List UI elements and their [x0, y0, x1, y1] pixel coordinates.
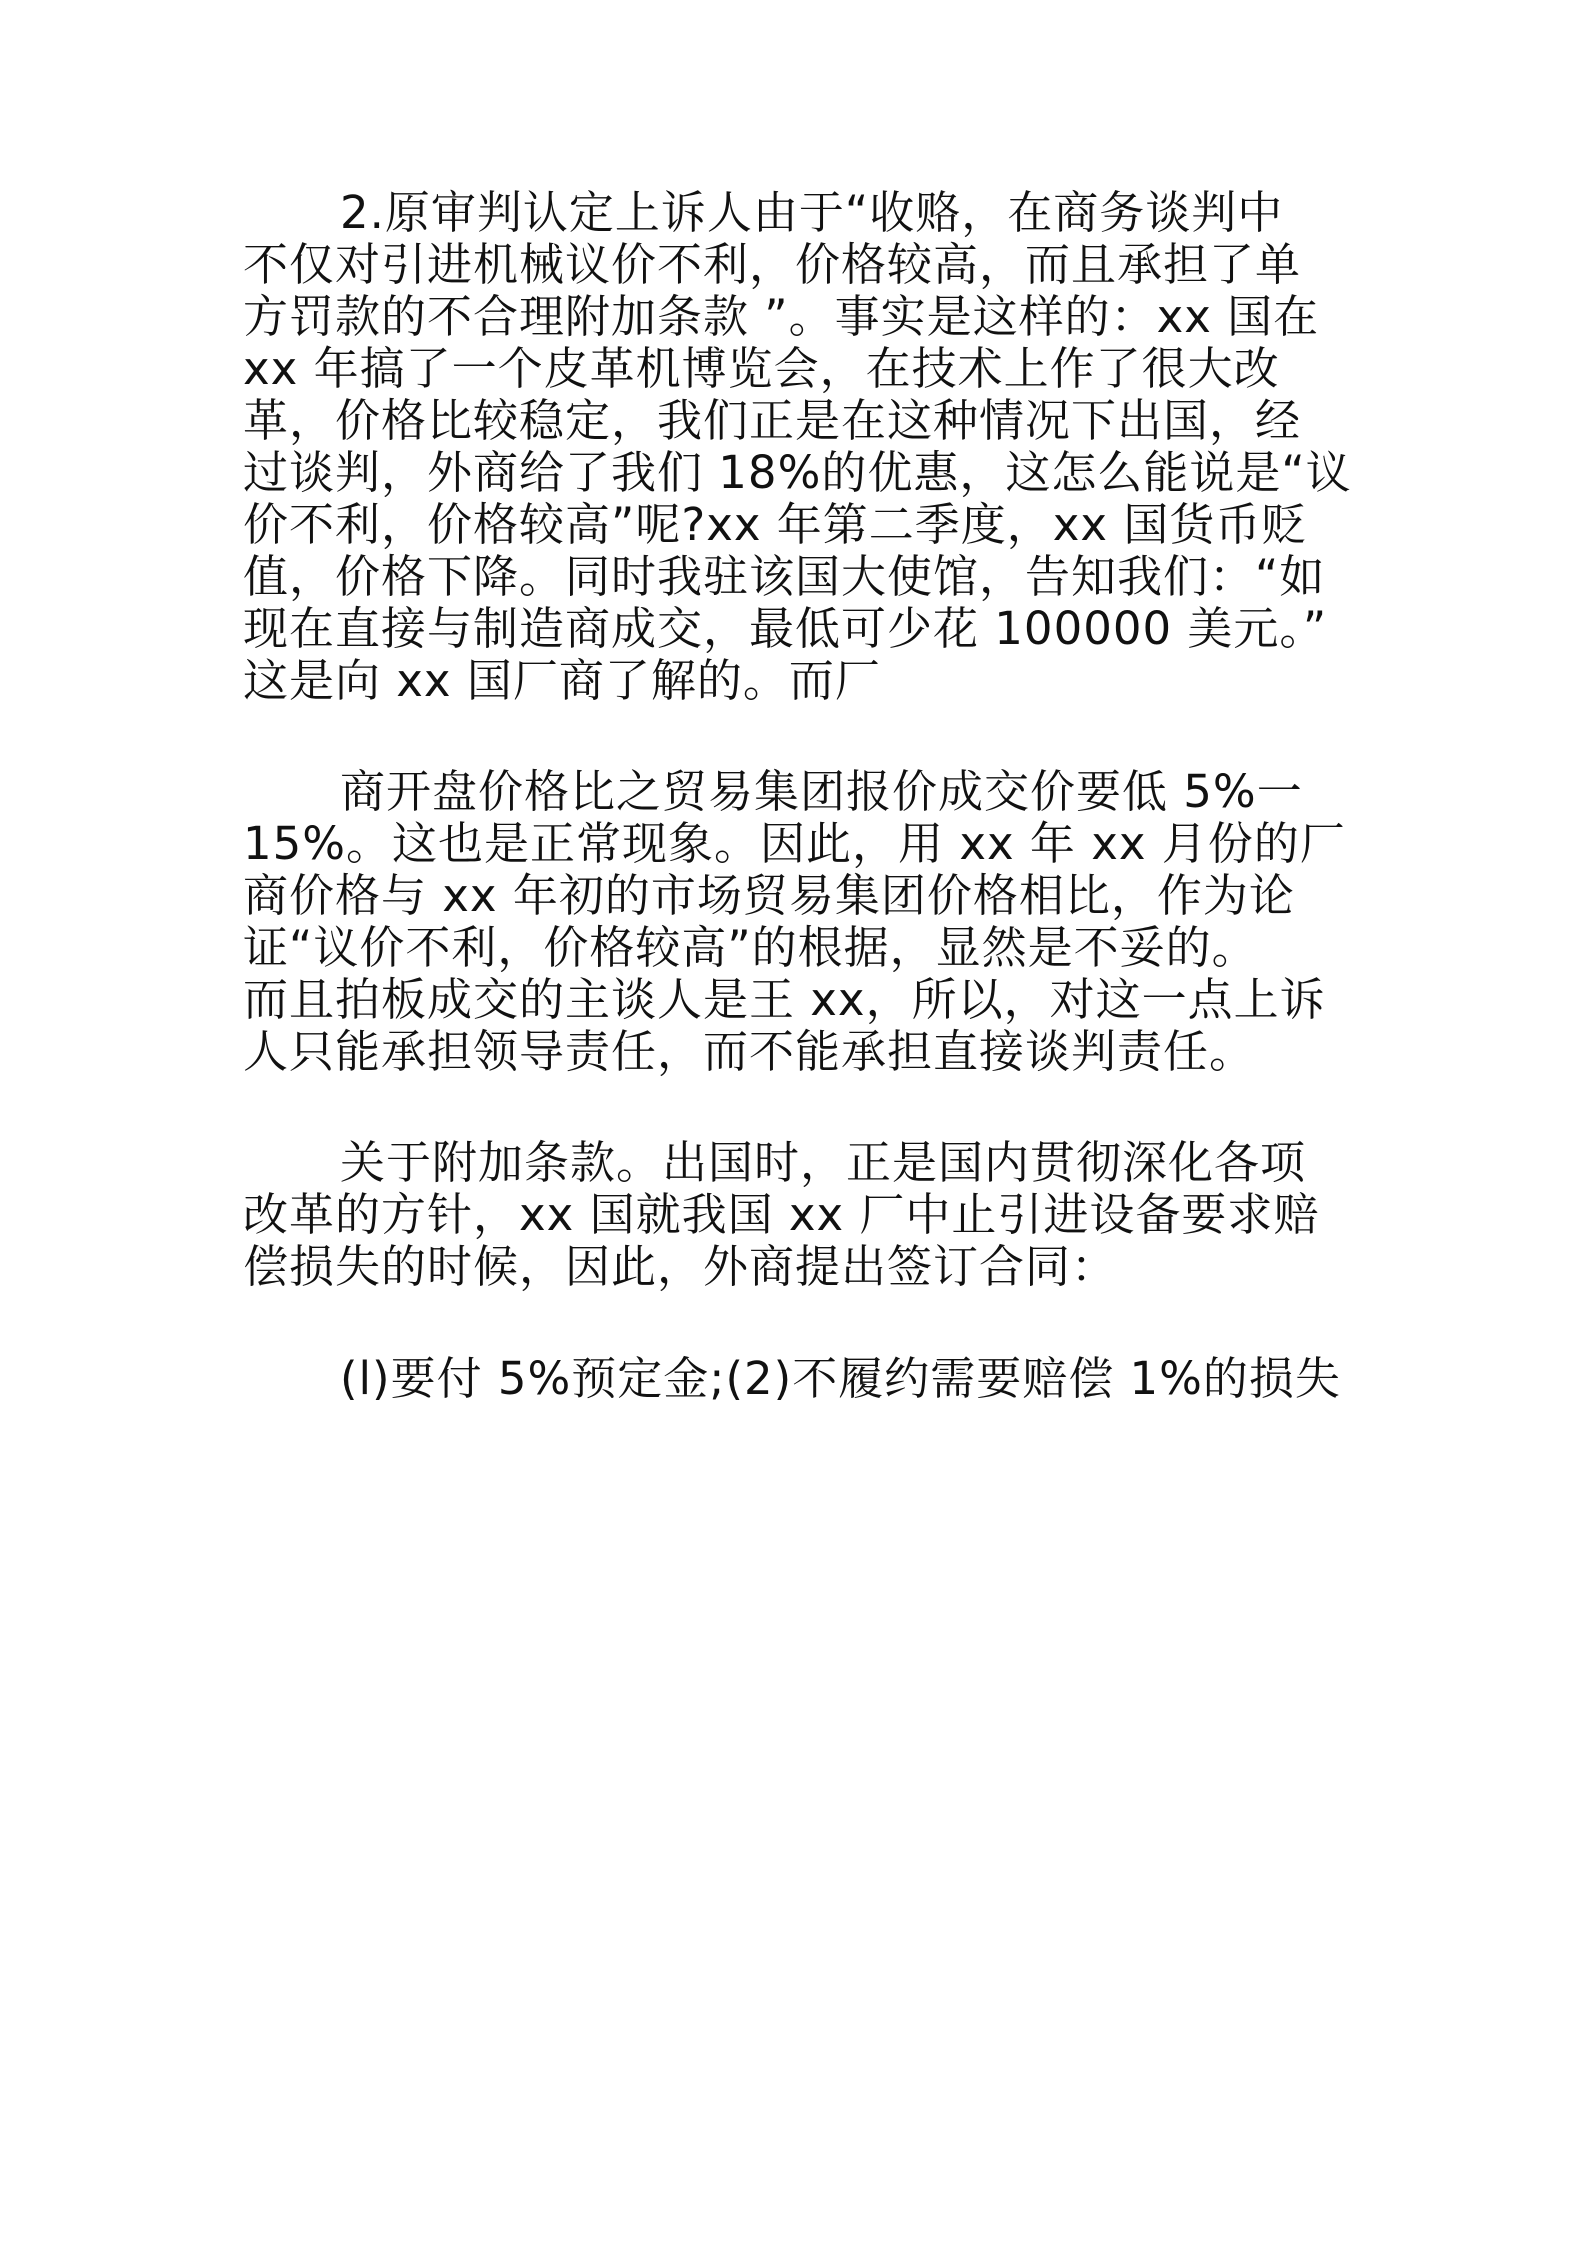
paragraph-2-line-3: 商价格与 xx 年初的市场贸易集团价格相比，作为论	[243, 869, 1295, 922]
paragraph-1-line-4: xx 年搞了一个皮革机博览会，在技术上作了很大改	[243, 342, 1280, 395]
paragraph-1-line-9: 现在直接与制造商成交，最低可少花 100000 美元。”	[243, 602, 1328, 655]
paragraph-3-line-2: 改革的方针，xx 国就我国 xx 厂中止引进设备要求赔	[243, 1188, 1320, 1241]
paragraph-2-line-5: 而且拍板成交的主谈人是王 xx，所以，对这一点上诉	[243, 973, 1326, 1026]
paragraph-1-line-1: 2.原审判认定上诉人由于“收赂，在商务谈判中	[340, 186, 1284, 239]
paragraph-1-line-8: 值，价格下降。同时我驻该国大使馆，告知我们：“如	[243, 550, 1326, 603]
paragraph-2-line-6: 人只能承担领导责任，而不能承担直接谈判责任。	[243, 1025, 1256, 1078]
paragraph-1-line-5: 革，价格比较稳定，我们正是在这种情况下出国，经	[243, 394, 1302, 447]
paragraph-4-line-1: (l)要付 5%预定金;(2)不履约需要赔偿 1%的损失	[340, 1352, 1341, 1405]
paragraph-1-line-7: 价不利，价格较高”呢?xx 年第二季度，xx 国货币贬	[243, 498, 1308, 551]
paragraph-3-line-1: 关于附加条款。出国时，正是国内贯彻深化各项	[340, 1136, 1307, 1189]
paragraph-2-line-4: 证“议价不利，价格较高”的根据，显然是不妥的。	[243, 921, 1258, 974]
paragraph-1-line-3: 方罚款的不合理附加条款 ”。事实是这样的：xx 国在	[243, 290, 1320, 343]
paragraph-1-line-2: 不仅对引进机械议价不利，价格较高，而且承担了单	[243, 238, 1302, 291]
paragraph-1-line-10: 这是向 xx 国厂商了解的。而厂	[243, 654, 881, 707]
paragraph-1-line-6: 过谈判，外商给了我们 18%的优惠，这怎么能说是“议	[243, 446, 1352, 499]
paragraph-2-line-1: 商开盘价格比之贸易集团报价成交价要低 5%一	[340, 765, 1303, 818]
paragraph-3-line-3: 偿损失的时候，因此，外商提出签订合同：	[243, 1240, 1118, 1293]
paragraph-2-line-2: 15%。这也是正常现象。因此，用 xx 年 xx 月份的厂	[243, 817, 1346, 870]
